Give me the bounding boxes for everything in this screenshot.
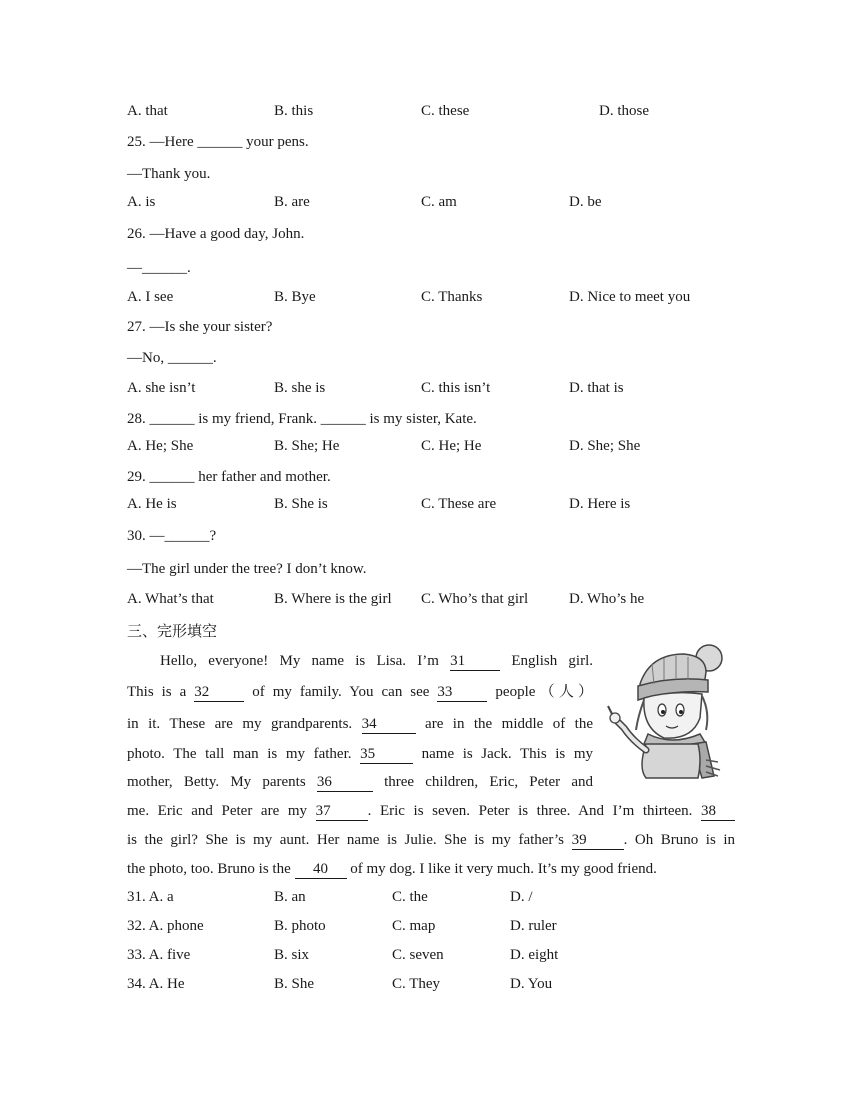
option-a: A. that [127,103,168,119]
option-c: C. They [392,976,441,992]
blank-36: 36 [317,774,373,792]
option-d: D. Here is [569,496,631,512]
option-a: A. she isn’t [127,380,196,396]
question-27-reply: —No, ______. [127,350,217,366]
passage-line: in it. These are my grandparents. 34 are in the middle of the [127,716,593,732]
option-a: 34. A. He [127,976,185,992]
question-29-stem: 29. ______ her father and mother. [127,469,331,485]
option-d: D. You [510,976,553,992]
question-27-stem: 27. —Is she your sister? [127,319,273,335]
option-c: C. seven [392,947,444,963]
option-d: D. / [510,889,533,905]
blank-38: 38 [701,803,735,821]
question-30-reply: —The girl under the tree? I don’t know. [127,561,367,577]
option-c: C. map [392,918,436,934]
option-d: D. be [569,194,602,210]
blank-31: 31 [450,653,500,671]
passage-line: This is a 32 of my family. You can see 33 people（人） [127,684,594,700]
question-26-stem: 26. —Have a good day, John. [127,226,305,242]
option-b: B. photo [274,918,326,934]
question-25-stem: 25. —Here ______ your pens. [127,134,309,150]
option-a: 33. A. five [127,947,191,963]
option-a: 31. A. a [127,889,174,905]
option-b: B. She [274,976,315,992]
option-b: B. Bye [274,289,316,305]
question-25-reply: —Thank you. [127,166,211,182]
option-a: A. He is [127,496,177,512]
option-b: B. an [274,889,306,905]
question-30-stem: 30. —______? [127,528,217,544]
option-a: A. He; She [127,438,194,454]
blank-34: 34 [362,716,416,734]
option-a: A. What’s that [127,591,214,607]
option-b: B. are [274,194,310,210]
option-b: B. this [274,103,314,119]
passage-line: the photo, too. Bruno is the 40 of my dog. I like it very much. It’s my good friend. [127,861,657,877]
option-c: C. He; He [421,438,482,454]
option-d: D. eight [510,947,559,963]
blank-40: 40 [295,861,347,879]
passage-line: is the girl? She is my aunt. Her name is Julie. She is my father’s 39 . Oh Bruno is in [127,832,736,848]
passage-line: mother, Betty. My parents 36 three children, Eric, Peter and [127,774,593,790]
girl-illustration [602,640,738,780]
option-d: D. She; She [569,438,641,454]
option-c: C. this isn’t [421,380,491,396]
blank-32: 32 [194,684,244,702]
option-a: A. I see [127,289,174,305]
option-a: A. is [127,194,156,210]
blank-33: 33 [437,684,487,702]
option-c: C. the [392,889,428,905]
option-b: B. Where is the girl [274,591,392,607]
passage-line: me. Eric and Peter are my 37 . Eric is seven. Peter is three. And I’m thirteen. 38 [127,801,735,821]
option-d: D. Who’s he [569,591,645,607]
option-b: B. six [274,947,310,963]
option-d: D. ruler [510,918,557,934]
blank-35: 35 [360,746,413,764]
option-d: D. Nice to meet you [569,289,691,305]
option-a: 32. A. phone [127,918,204,934]
blank-37: 37 [316,803,368,821]
option-b: B. she is [274,380,326,396]
option-c: C. Who’s that girl [421,591,529,607]
section-title: 三、完形填空 [127,622,218,640]
option-d: D. that is [569,380,624,396]
passage-line: photo. The tall man is my father. 35 name is Jack. This is my [127,746,593,762]
option-d: D. those [599,103,649,119]
option-c: C. am [421,194,457,210]
option-c: C. these [421,103,470,119]
option-c: C. Thanks [421,289,483,305]
option-b: B. She; He [274,438,340,454]
option-c: C. These are [421,496,497,512]
question-28-stem: 28. ______ is my friend, Frank. ______ is my sister, Kate. [127,411,477,427]
option-b: B. She is [274,496,328,512]
blank-39: 39 [572,832,624,850]
passage-line: Hello, everyone! My name is Lisa. I’m 31 English girl. [160,653,593,669]
question-26-reply: —______. [127,260,191,276]
